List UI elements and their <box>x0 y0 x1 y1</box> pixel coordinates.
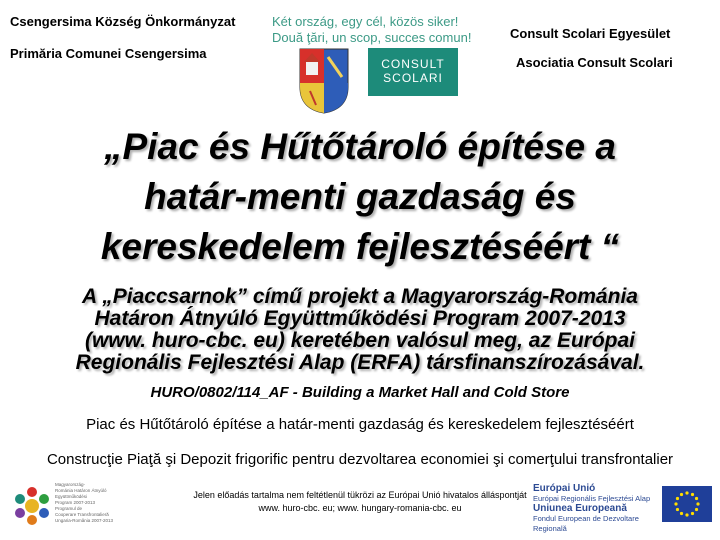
eu-star-icon <box>680 512 683 515</box>
eu-star-icon <box>695 497 698 500</box>
eu-star-icon <box>691 493 694 496</box>
website-links: www. huro-cbc. eu; www. hungary-romania-cbc. eu <box>258 503 462 513</box>
eu-fund-text: Európai Unió Európai Regionális Fejlesztési Alap Uniunea Europeană Fondul European de Dezvoltare Regională <box>533 483 651 533</box>
eu-star-icon <box>676 497 679 500</box>
eu-star-icon <box>696 502 699 505</box>
association-name-hu: Consult Scolari Egyesület <box>510 26 671 41</box>
eu-star-icon <box>676 508 679 511</box>
eu-star-icon <box>685 513 688 516</box>
title-line-3: kereskedelem fejlesztéséért “ <box>100 226 620 267</box>
slogan-hu: Két ország, egy cél, közös siker! <box>272 14 459 29</box>
title-line-2: határ-menti gazdaság és <box>144 176 576 217</box>
project-code: HURO/0802/114_AF - Building a Market Hall and Cold Store <box>150 384 570 401</box>
coat-of-arms-icon <box>298 47 350 115</box>
eu-star-icon <box>674 502 677 505</box>
municipality-name-hu: Csengersima Község Önkormányzat <box>10 14 236 29</box>
eu-star-icon <box>691 512 694 515</box>
huro-program-text: Magyarország- Románia Határon Átnyúló Együttműködési Program 2007-2013 Programul de Cooperare Transfrontalieră Ungaria-România 2007-2013 <box>55 482 114 523</box>
project-title-ro: Construcţie Piaţă şi Depozit frigorific pentru dezvoltarea economiei şi comerţului transfrontalier <box>46 451 674 468</box>
association-name-ro: Asociatia Consult Scolari <box>516 55 673 70</box>
title-line-1: „Piac és Hűtőtároló építése a <box>103 126 616 167</box>
slogan-ro: Două ţări, un scop, succes comun! <box>272 30 472 45</box>
eu-star-icon <box>685 491 688 494</box>
eu-flag-icon <box>662 486 712 522</box>
disclaimer <box>140 489 580 515</box>
disclaimer-text: Jelen előadás tartalma nem feltétlenül tükrözi az Európai Unió hivatalos álláspontját <box>193 490 527 500</box>
slogan <box>272 14 487 46</box>
page-title <box>30 122 690 272</box>
eu-star-icon <box>680 493 683 496</box>
consult-scolari-logo: CONSULT SCOLARI <box>368 48 458 96</box>
project-title-hu: Piac és Hűtőtároló építése a határ-menti gazdaság és kereskedelem fejlesztéséért <box>86 416 634 433</box>
huro-program-logo-icon <box>10 484 54 528</box>
project-description: A „Piaccsarnok” című projekt a Magyarország-Románia Határon Átnyúló Együttműködési Program 2007-2013 (www. huro-cbc. eu) keretében valósul meg, az Európai Regionális Fejlesztési Alap (ERFA) társfinanszírozásával. <box>75 285 645 374</box>
municipality-name-ro: Primăria Comunei Csengersima <box>10 46 207 61</box>
eu-star-icon <box>695 508 698 511</box>
